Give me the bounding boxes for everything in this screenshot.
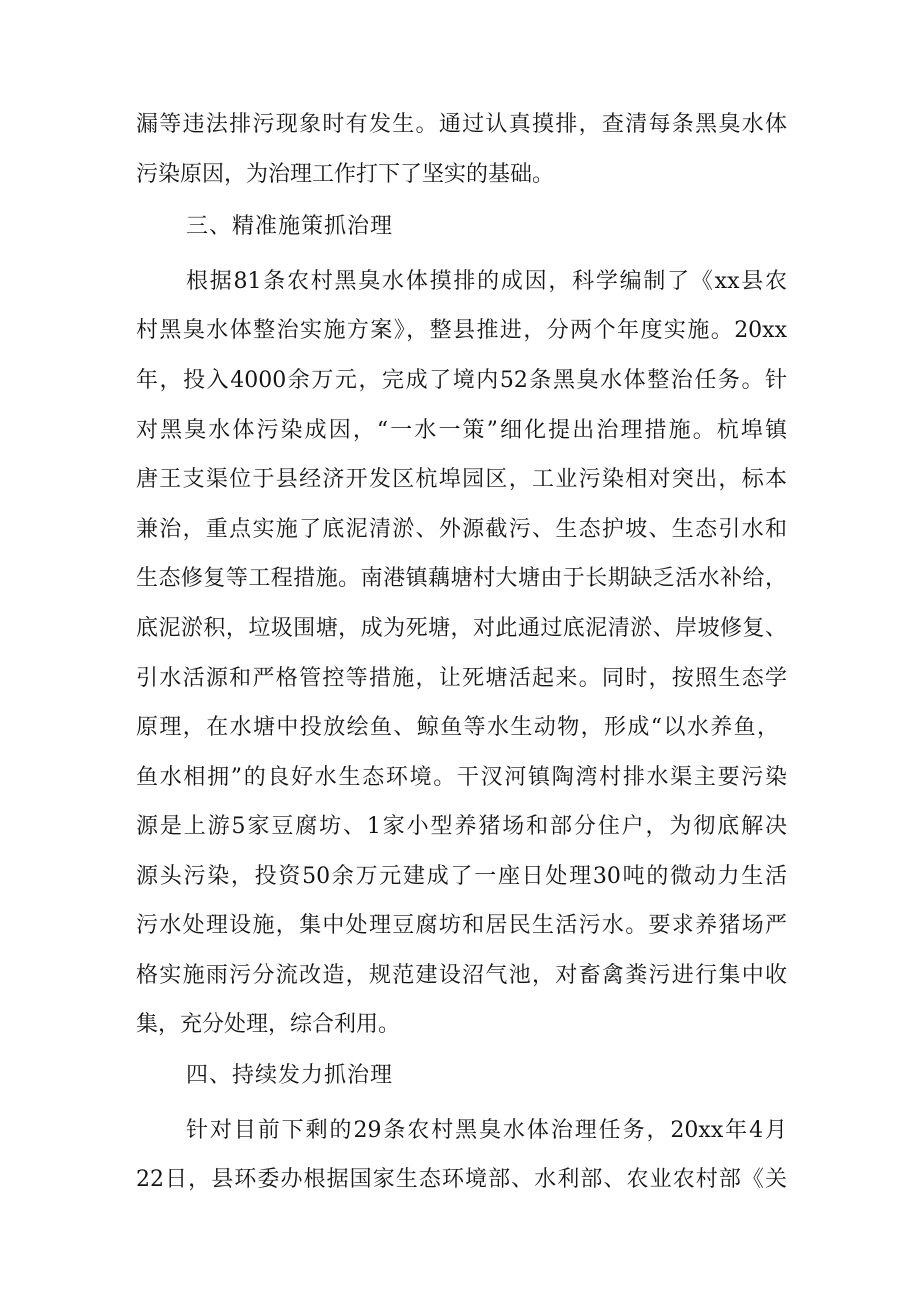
paragraph-line: 集，充分处理，综合利用。 [136, 1012, 401, 1037]
paragraph-line: 源是上游5家豆腐坊、1家小型养猪场和部分住户，为彻底解决 [136, 814, 787, 839]
paragraph-line: 原理，在水塘中投放绘鱼、鲸鱼等水生动物，形成“以水养鱼， [136, 715, 781, 740]
paragraph-line: 22日，县环委办根据国家生态环境部、水利部、农业农村部《关 [136, 1167, 787, 1192]
paragraph-line: 年，投入4000余万元，完成了境内52条黑臭水体整治任务。针 [136, 368, 787, 393]
paragraph-line: 对黑臭水体污染成因，“一水一策”细化提出治理措施。杭埠镇 [136, 418, 787, 443]
paragraph-line: 引水活源和严格管控等措施，让死塘活起来。同时，按照生态学 [136, 666, 787, 691]
paragraph-line: 兼治，重点实施了底泥清淤、外源截污、生态护坡、生态引水和 [136, 517, 787, 542]
paragraph-line: 底泥淤积，垃圾围塘，成为死塘，对此通过底泥清淤、岸坡修复、 [136, 616, 787, 641]
paragraph-line: 村黑臭水体整治实施方案》，整县推进，分两个年度实施。20xx [136, 318, 787, 343]
paragraph-line: 针对目前下剩的29条农村黑臭水体治理任务，20xx年4月 [186, 1118, 787, 1143]
paragraph-line: 污水处理设施，集中处理豆腐坊和居民生活污水。要求养猪场严 [136, 913, 787, 938]
section-heading-3: 三、精准施策抓治理 [186, 214, 394, 239]
paragraph-line: 漏等违法排污现象时有发生。通过认真摸排，查清每条黑臭水体 [136, 112, 787, 137]
paragraph-line: 污染原因，为治理工作打下了坚实的基础。 [136, 162, 555, 187]
paragraph-line: 源头污染，投资50余万元建成了一座日处理30吨的微动力生活 [136, 864, 787, 889]
paragraph-line: 鱼水相拥”的良好水生态环境。干汊河镇陶湾村排水渠主要污染 [136, 765, 787, 790]
section-heading-4: 四、持续发力抓治理 [186, 1063, 394, 1088]
paragraph-line: 生态修复等工程措施。南港镇藕塘村大塘由于长期缺乏活水补给， [136, 566, 787, 591]
paragraph-line: 根据81条农村黑臭水体摸排的成因，科学编制了《xx县农 [186, 269, 787, 294]
paragraph-line: 唐王支渠位于县经济开发区杭埠园区，工业污染相对突出，标本 [136, 467, 787, 492]
paragraph-line: 格实施雨污分流改造，规范建设沼气池，对畜禽粪污进行集中收 [136, 963, 787, 988]
